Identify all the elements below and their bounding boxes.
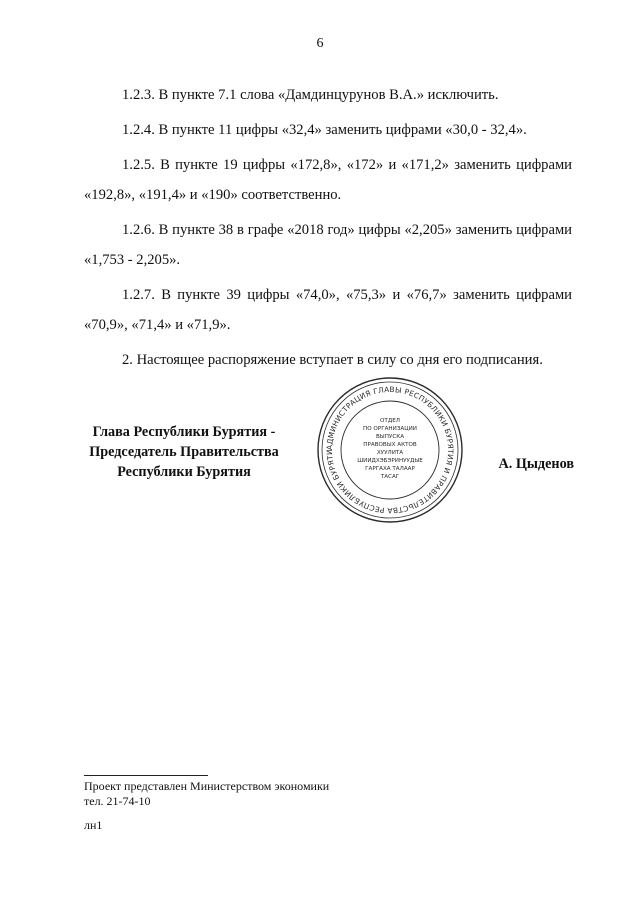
- paragraph-2: 2. Настоящее распоряжение вступает в силу со дня его подписания.: [122, 352, 543, 368]
- paragraph-1-2-3: 1.2.3. В пункте 7.1 слова «Дамдинцурунов В.А.» исключить.: [122, 87, 499, 103]
- seal-outer-text: АДМИНИСТРАЦИЯ ГЛАВЫ РЕСПУБЛИКИ БУРЯТИЯ И ПРАВИТЕЛЬСТВА РЕСПУБЛИКИ БУРЯТИ: [324, 384, 456, 516]
- page-number: 6: [316, 36, 324, 51]
- signatory-name: А. Цыденов: [498, 456, 574, 472]
- official-seal: [315, 375, 465, 525]
- paragraph-1-2-7: 1.2.7. В пункте 39 цифры «74,0», «75,3» и «76,7» заменить цифрами «70,9», «71,4» и «71,9».: [84, 287, 572, 333]
- signatory-title: [84, 422, 284, 482]
- footnote-line: тел. 21-74-10: [84, 794, 151, 808]
- footnote: [84, 779, 329, 809]
- svg-text:ВЫПУСКА: ВЫПУСКА: [375, 434, 405, 440]
- signatory-title-line: Председатель Правительства: [89, 444, 279, 460]
- executor-code: лн1: [84, 818, 103, 832]
- svg-text:ГАРГАХА ТАЛААР: ГАРГАХА ТАЛААР: [365, 466, 415, 472]
- seal-graphic: [315, 375, 465, 525]
- signatory-title-line: Глава Республики Бурятия -: [92, 424, 276, 440]
- svg-text:ХУУЛИТА: ХУУЛИТА: [376, 450, 404, 456]
- paragraph-1-2-4: 1.2.4. В пункте 11 цифры «32,4» заменить цифрами «30,0 - 32,4».: [122, 122, 527, 138]
- seal-inner-text: [357, 418, 423, 480]
- svg-text:ОТДЕЛ: ОТДЕЛ: [380, 418, 400, 424]
- paragraph-1-2-6: 1.2.6. В пункте 38 в графе «2018 год» цифры «2,205» заменить цифрами «1,753 - 2,205».: [84, 222, 572, 268]
- document-body: [84, 80, 572, 380]
- svg-text:ТАСАГ: ТАСАГ: [380, 474, 400, 480]
- svg-text:ШИИДХЭБЭРИНУУДЫЕ: ШИИДХЭБЭРИНУУДЫЕ: [357, 458, 423, 464]
- svg-text:ПРАВОВЫХ АКТОВ: ПРАВОВЫХ АКТОВ: [363, 442, 417, 448]
- svg-text:ПО ОРГАНИЗАЦИИ: ПО ОРГАНИЗАЦИИ: [363, 426, 417, 432]
- footnote-line: Проект представлен Министерством экономики: [84, 779, 330, 793]
- signatory-title-line: Республики Бурятия: [117, 464, 251, 480]
- paragraph-1-2-5: 1.2.5. В пункте 19 цифры «172,8», «172» и «171,2» заменить цифрами «192,8», «191,4» и «190» соответственно.: [84, 157, 572, 203]
- footnote-divider: [84, 775, 208, 776]
